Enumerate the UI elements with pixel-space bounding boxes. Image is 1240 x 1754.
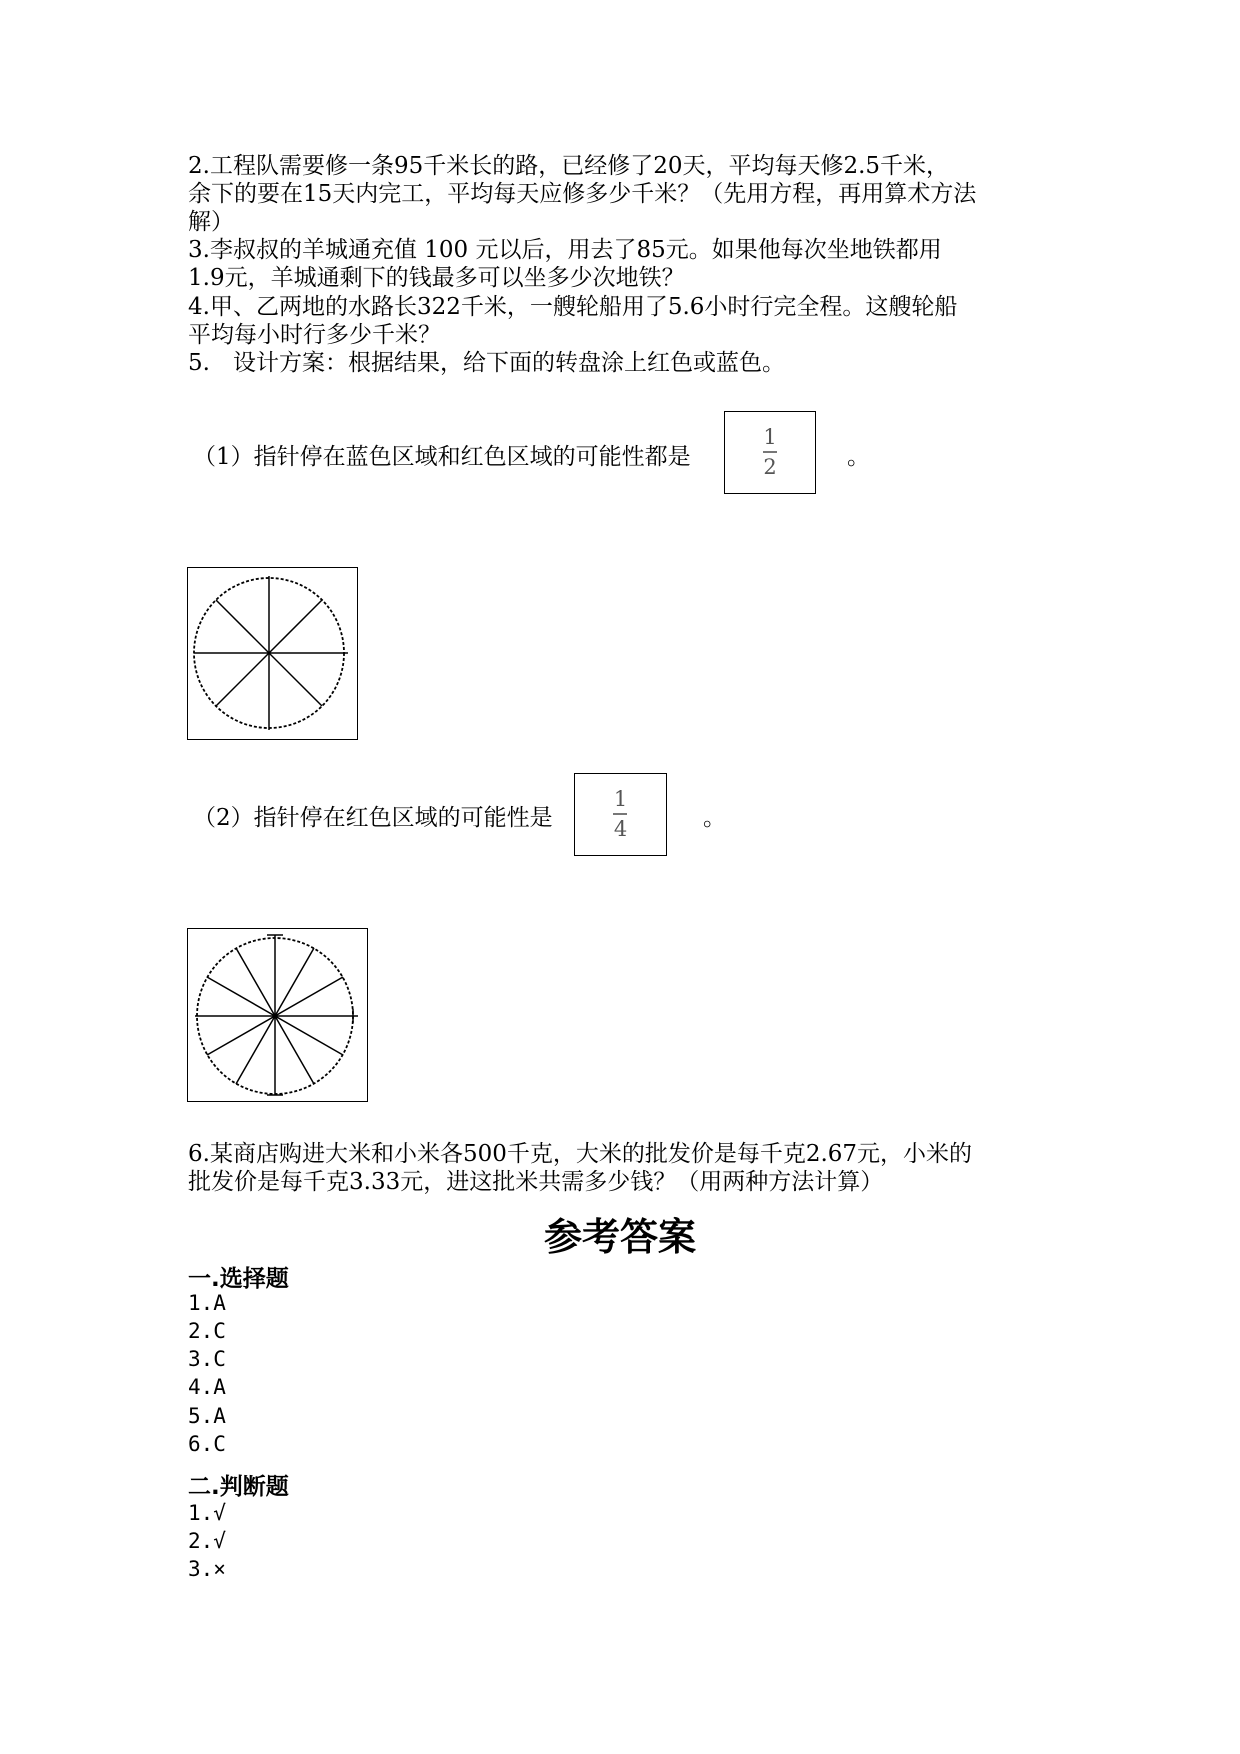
- fraction-1-denominator: 2: [763, 455, 777, 479]
- spinner-1-image: [187, 567, 358, 740]
- section-judge-heading: 二.判断题: [188, 1474, 289, 1500]
- problem-2-line-1: 2.工程队需要修一条95千米长的路，已经修了20天，平均每天修2.5千米，: [188, 153, 950, 179]
- problem-5: 5. 设计方案：根据结果，给下面的转盘涂上红色或蓝色。: [188, 350, 785, 376]
- answer-choice-4: 4.A: [188, 1375, 226, 1399]
- problem-2-line-2: 余下的要在15天内完工，平均每天应修多少千米？（先用方程，再用算术方法: [188, 181, 977, 207]
- answer-box-2: [574, 773, 667, 856]
- problem-3-line-2: 1.9元，羊城通剩下的钱最多可以坐多少次地铁？: [188, 265, 685, 291]
- spinner-2-icon: [188, 929, 367, 1101]
- answer-choice-3: 3.C: [188, 1347, 226, 1371]
- answer-judge-2: 2.√: [188, 1529, 226, 1553]
- answer-choice-6: 6.C: [188, 1432, 226, 1456]
- problem-6-line-1: 6.某商店购进大米和小米各500千克，大米的批发价是每千克2.67元，小米的: [188, 1141, 973, 1167]
- answer-box-1: [724, 411, 816, 494]
- problem-4-line-1: 4.甲、乙两地的水路长322千米，一艘轮船用了5.6小时行完全程。这艘轮船: [188, 294, 958, 320]
- answers-title: 参考答案: [543, 1215, 696, 1259]
- section-choice-heading: 一.选择题: [188, 1266, 289, 1292]
- problem-2-line-3: 解）: [188, 209, 234, 235]
- problem-3-line-1: 3.李叔叔的羊城通充值 100 元以后，用去了85元。如果他每次坐地铁都用: [188, 237, 942, 263]
- sub-question-1: （1）指针停在蓝色区域和红色区域的可能性都是: [193, 444, 691, 470]
- fraction-2-bar: [613, 813, 627, 815]
- problem-6-line-2: 批发价是每千克3.33元，进这批米共需多少钱？（用两种方法计算）: [188, 1169, 884, 1195]
- answer-choice-2: 2.C: [188, 1319, 226, 1343]
- sub-question-1-end: 。: [847, 444, 870, 470]
- spinner-2-image: [187, 928, 368, 1102]
- sub-question-2-end: 。: [703, 805, 726, 831]
- answer-choice-1: 1.A: [188, 1291, 226, 1315]
- fraction-1-numerator: 1: [763, 425, 777, 449]
- fraction-1-bar: [763, 451, 777, 453]
- spinner-1-icon: [188, 568, 357, 739]
- problem-4-line-2: 平均每小时行多少千米？: [188, 322, 441, 348]
- answer-judge-3: 3.×: [188, 1557, 226, 1581]
- answer-judge-1: 1.√: [188, 1501, 226, 1525]
- sub-question-2: （2）指针停在红色区域的可能性是: [193, 805, 553, 831]
- fraction-2-denominator: 4: [613, 817, 628, 841]
- fraction-2-numerator: 1: [613, 787, 628, 811]
- answer-choice-5: 5.A: [188, 1404, 226, 1428]
